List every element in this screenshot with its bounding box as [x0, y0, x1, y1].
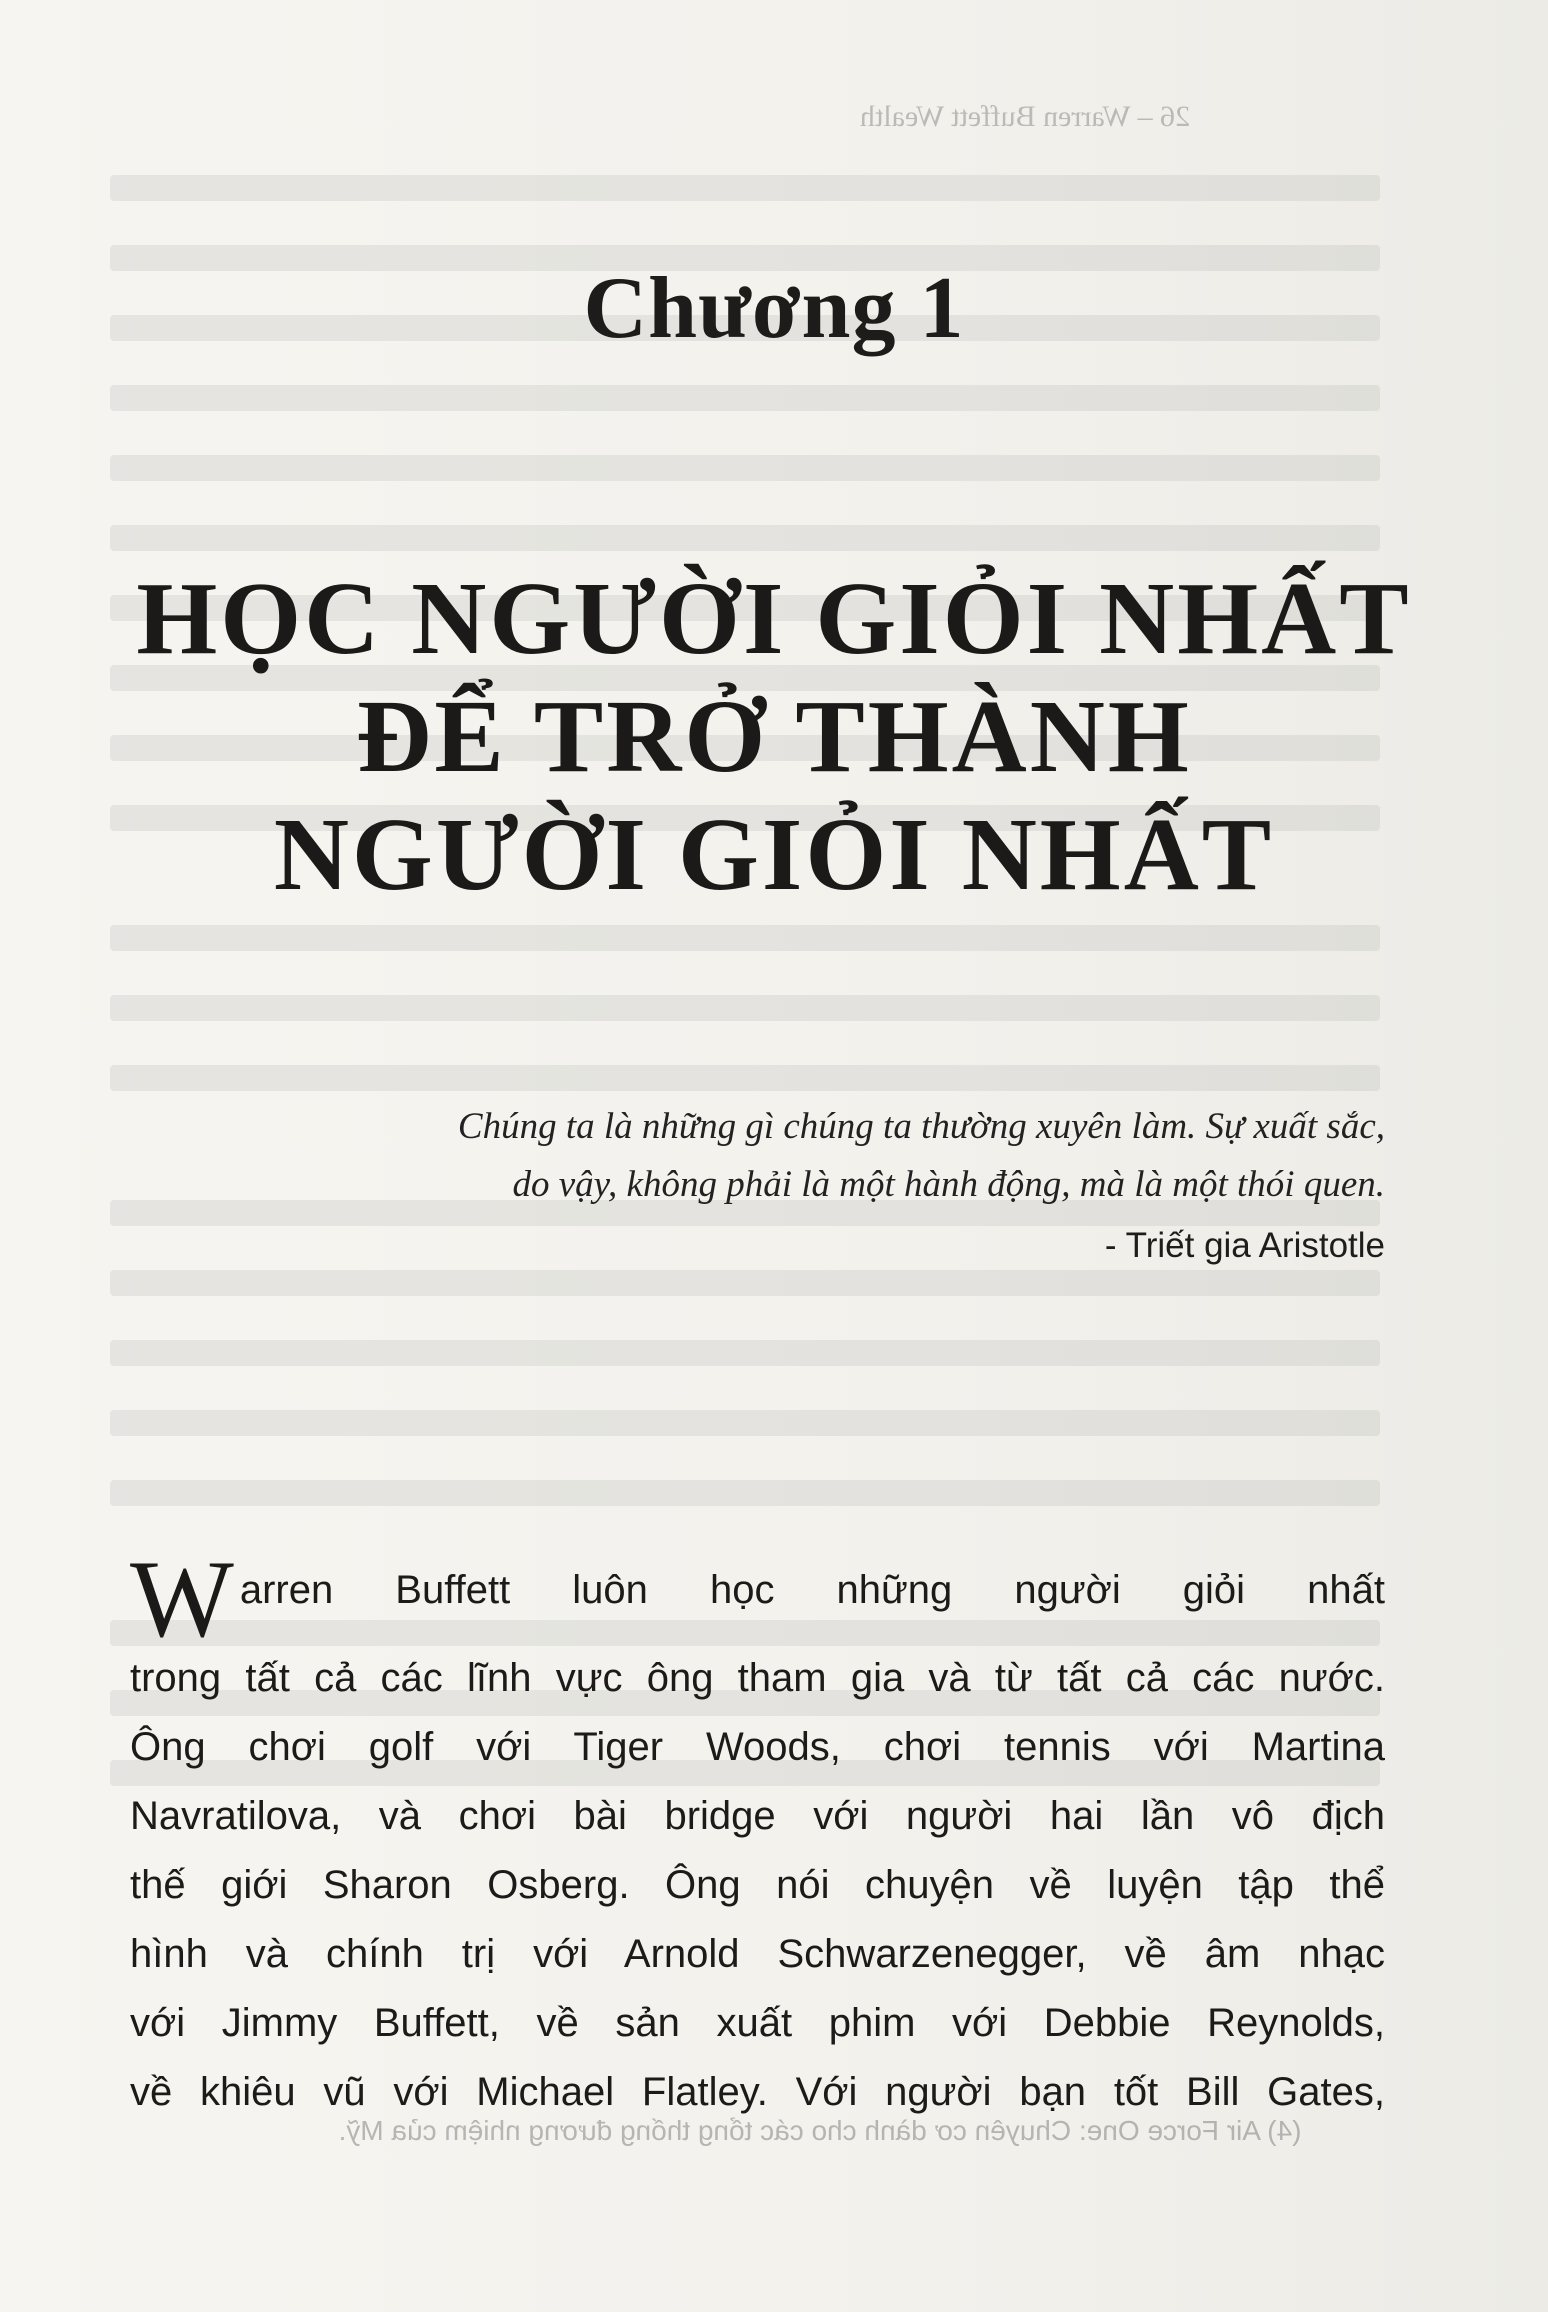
body-line-8: về khiêu vũ với Michael Flatley. Với người bạn tốt Bill Gates, — [130, 2070, 1385, 2114]
epigraph — [230, 1098, 1385, 1266]
chapter-title-line-3: NGƯỜI GIỎI NHẤT — [273, 797, 1275, 912]
bleed-footnote: (4) Air Force One: Chuyên cơ dành cho các tổng thống đương nhiệm của Mỹ. — [338, 2115, 1302, 2146]
drop-cap: W — [130, 1538, 234, 1660]
body-line-4: Navratilova, và chơi bài bridge với người hai lần vô địch — [130, 1794, 1385, 1838]
body-line-7: với Jimmy Buffett, về sản xuất phim với Debbie Reynolds, — [130, 2001, 1385, 2045]
body-line-1: arren Buffett luôn học những người giỏi nhất — [239, 1568, 1385, 1612]
chapter-title — [0, 560, 1548, 914]
running-head: 26 – Warren Buffett Wealth — [860, 100, 1191, 133]
body-line-5: thế giới Sharon Osberg. Ông nói chuyện về luyện tập thể — [130, 1863, 1385, 1907]
body-paragraph — [130, 1540, 1385, 2127]
chapter-title-line-1: HỌC NGƯỜI GIỎI NHẤT — [136, 561, 1412, 676]
chapter-number: Chương 1 — [583, 260, 965, 357]
epigraph-line-2: do vậy, không phải là một hành động, mà là một thói quen. — [512, 1164, 1385, 1205]
epigraph-line-1: Chúng ta là những gì chúng ta thường xuyên làm. Sự xuất sắc, — [457, 1106, 1385, 1147]
body-line-3: Ông chơi golf với Tiger Woods, chơi tennis với Martina — [130, 1725, 1385, 1769]
body-line-2: trong tất cả các lĩnh vực ông tham gia và từ tất cả các nước. — [130, 1656, 1385, 1700]
body-line-6: hình và chính trị với Arnold Schwarzenegger, về âm nhạc — [130, 1932, 1385, 1976]
chapter-title-line-2: ĐỂ TRỞ THÀNH — [356, 679, 1192, 794]
epigraph-author: - Triết gia Aristotle — [1104, 1226, 1385, 1265]
